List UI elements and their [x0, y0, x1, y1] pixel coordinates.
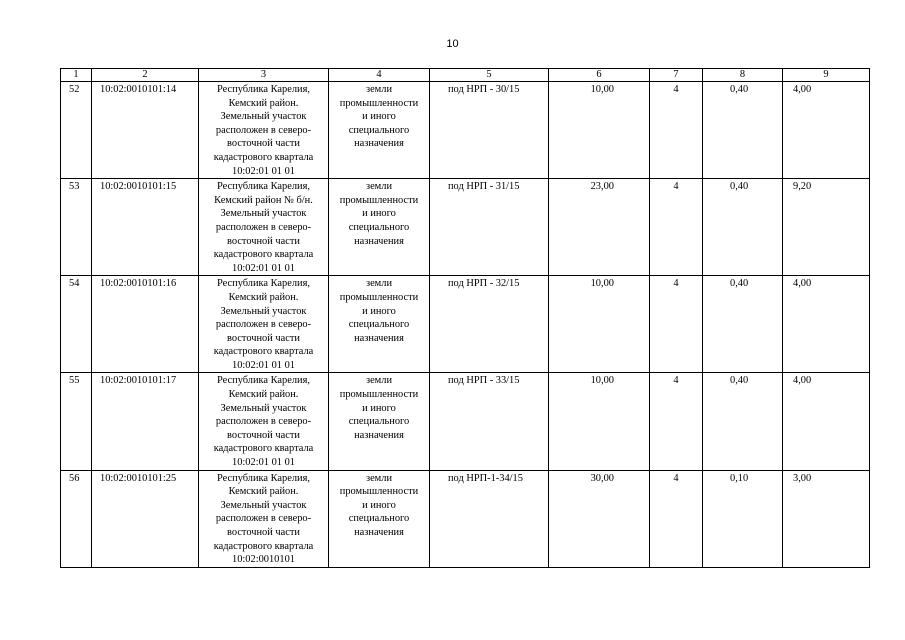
land-category-cell-line: земли	[365, 84, 393, 95]
land-category-cell	[329, 276, 430, 373]
purpose-cell: под НРП - 31/15	[430, 179, 549, 276]
address-cell-line: восточной части	[227, 429, 300, 441]
address-cell	[199, 82, 329, 179]
land-category-cell	[329, 470, 430, 567]
column-8-cell: 0,40	[703, 82, 783, 179]
column-header-4: 4	[329, 69, 430, 82]
column-8-cell: 0,40	[703, 276, 783, 373]
land-plot-table	[60, 68, 870, 568]
row-number-cell: 54	[61, 276, 92, 373]
address-cell-line: восточной части	[227, 332, 300, 344]
address-cell	[199, 179, 329, 276]
table-row	[61, 470, 870, 567]
address-cell-line: Земельный участок	[220, 111, 307, 123]
address-cell-line: Земельный участок	[220, 305, 307, 317]
address-cell-line: Кемский район.	[228, 486, 299, 498]
column-8-cell: 0,40	[703, 373, 783, 470]
address-cell-line: 10:02:01 01 01	[232, 359, 295, 371]
area-cell: 10,00	[549, 82, 650, 179]
land-category-cell-line: специального	[348, 513, 410, 525]
land-category-cell-line: и иного	[362, 208, 396, 220]
column-header-2: 2	[92, 69, 199, 82]
address-cell-line: 10:02:01 01 01	[232, 165, 295, 177]
address-cell-line: Земельный участок	[220, 402, 307, 414]
land-category-cell	[329, 82, 430, 179]
land-category-cell-line: назначения	[354, 138, 404, 150]
address-cell-line: расположен в северо-	[215, 221, 312, 233]
column-7-cell: 4	[650, 276, 703, 373]
column-8-cell: 0,40	[703, 179, 783, 276]
purpose-cell: под НРП - 33/15	[430, 373, 549, 470]
land-category-cell-line: назначения	[354, 527, 404, 538]
address-cell-line: расположен в северо-	[215, 416, 312, 428]
table-row	[61, 373, 870, 470]
row-number-cell: 53	[61, 179, 92, 276]
row-number-cell: 52	[61, 82, 92, 179]
land-category-cell-line: специального	[348, 221, 410, 233]
cadastral-number-cell: 10:02:0010101:17	[92, 373, 199, 470]
address-cell-line: расположен в северо-	[215, 319, 312, 331]
land-category-cell-line: и иного	[362, 111, 396, 123]
page-number: 10	[446, 38, 459, 50]
land-category-cell-line: земли	[365, 278, 393, 290]
address-cell-line: Республика Карелия,	[217, 84, 310, 95]
land-category-cell-line: специального	[348, 124, 410, 136]
land-category-cell-line: земли	[365, 181, 393, 193]
column-7-cell: 4	[650, 179, 703, 276]
address-cell-line: Республика Карелия,	[217, 472, 310, 484]
column-header-6: 6	[549, 69, 650, 82]
land-category-cell-line: назначения	[354, 332, 404, 344]
address-cell-line: восточной части	[227, 527, 300, 538]
table-header-row	[61, 69, 870, 82]
land-category-cell-line: промышленности	[339, 194, 419, 206]
land-category-cell-line: промышленности	[339, 291, 419, 303]
address-cell-line: кадастрового квартала	[213, 151, 314, 163]
land-category-cell-line: промышленности	[339, 389, 419, 401]
address-cell-line: восточной части	[227, 235, 300, 247]
land-category-cell	[329, 373, 430, 470]
cadastral-number-cell: 10:02:0010101:25	[92, 470, 199, 567]
address-cell-line: кадастрового квартала	[213, 346, 314, 358]
row-number-cell: 56	[61, 470, 92, 567]
purpose-cell: под НРП-1-34/15	[430, 470, 549, 567]
column-7-cell: 4	[650, 373, 703, 470]
address-cell	[199, 373, 329, 470]
land-category-cell-line: и иного	[362, 402, 396, 414]
table-row	[61, 82, 870, 179]
column-9-cell: 3,00	[783, 470, 870, 567]
area-cell: 23,00	[549, 179, 650, 276]
purpose-cell: под НРП - 30/15	[430, 82, 549, 179]
column-9-cell: 4,00	[783, 373, 870, 470]
column-7-cell: 4	[650, 82, 703, 179]
address-cell-line: Земельный участок	[220, 208, 307, 220]
address-cell-line: Кемский район.	[228, 291, 299, 303]
address-cell-line: Кемский район № б/н.	[214, 194, 313, 206]
column-7-cell: 4	[650, 470, 703, 567]
address-cell-line: восточной части	[227, 138, 300, 150]
land-category-cell-line: промышленности	[339, 486, 419, 498]
column-9-cell: 4,00	[783, 82, 870, 179]
land-category-cell-line: земли	[365, 375, 393, 387]
address-cell-line: Республика Карелия,	[217, 375, 310, 387]
column-header-7: 7	[650, 69, 703, 82]
land-category-cell-line: назначения	[354, 235, 404, 247]
area-cell: 10,00	[549, 373, 650, 470]
address-cell	[199, 470, 329, 567]
column-header-8: 8	[703, 69, 783, 82]
table-body	[61, 82, 870, 568]
address-cell-line: кадастрового квартала	[213, 249, 314, 261]
land-category-cell-line: промышленности	[339, 97, 419, 109]
column-header-5: 5	[430, 69, 549, 82]
land-category-cell-line: и иного	[362, 499, 396, 511]
cadastral-number-cell: 10:02:0010101:15	[92, 179, 199, 276]
purpose-cell: под НРП - 32/15	[430, 276, 549, 373]
column-9-cell: 9,20	[783, 179, 870, 276]
address-cell	[199, 276, 329, 373]
column-header-1: 1	[61, 69, 92, 82]
land-category-cell	[329, 179, 430, 276]
table-row	[61, 179, 870, 276]
address-cell-line: Кемский район.	[228, 97, 299, 109]
land-category-cell-line: специального	[348, 416, 410, 428]
column-9-cell: 4,00	[783, 276, 870, 373]
area-cell: 30,00	[549, 470, 650, 567]
column-8-cell: 0,10	[703, 470, 783, 567]
address-cell-line: 10:02:0010101	[232, 554, 295, 566]
address-cell-line: Кемский район.	[228, 389, 299, 401]
address-cell-line: кадастрового квартала	[213, 443, 314, 455]
table-row	[61, 276, 870, 373]
cadastral-number-cell: 10:02:0010101:14	[92, 82, 199, 179]
column-header-3: 3	[199, 69, 329, 82]
column-header-9: 9	[783, 69, 870, 82]
address-cell-line: 10:02:01 01 01	[232, 262, 295, 274]
address-cell-line: Земельный участок	[220, 499, 307, 511]
land-category-cell-line: и иного	[362, 305, 396, 317]
land-category-cell-line: назначения	[354, 429, 404, 441]
address-cell-line: 10:02:01 01 01	[232, 457, 295, 469]
land-category-cell-line: земли	[365, 472, 393, 484]
address-cell-line: Республика Карелия,	[217, 181, 310, 193]
cadastral-number-cell: 10:02:0010101:16	[92, 276, 199, 373]
land-category-cell-line: специального	[348, 319, 410, 331]
row-number-cell: 55	[61, 373, 92, 470]
address-cell-line: расположен в северо-	[215, 124, 312, 136]
address-cell-line: расположен в северо-	[215, 513, 312, 525]
address-cell-line: Республика Карелия,	[217, 278, 310, 290]
address-cell-line: кадастрового квартала	[213, 540, 314, 552]
area-cell: 10,00	[549, 276, 650, 373]
